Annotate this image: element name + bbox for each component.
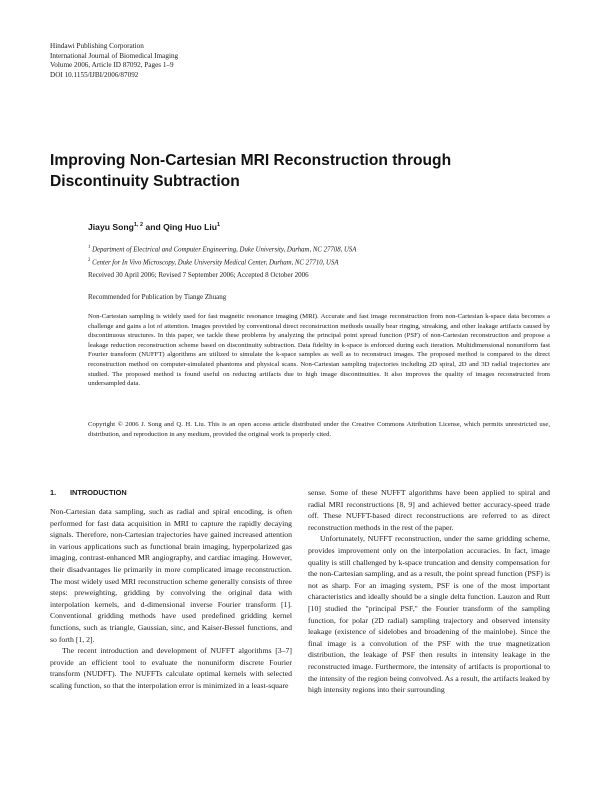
affiliation-2-mark: 2 bbox=[88, 257, 91, 263]
affiliation-1-text: Department of Electrical and Computer Engineering, Duke University, Durham, NC 27708, USA bbox=[90, 246, 357, 254]
abstract: Non-Cartesian sampling is widely used for fast magnetic resonance imaging (MRI). Accurate and fast image reconstruction from non-Cartesian k-space data becomes a challenge and gains a lot of attention. Images provided by conventional direct reconstruction methods usually bear ringing, streaking, and other leakage artifacts caused by discontinuous structures. In this paper, we tackle these problems by analyzing the principal point spread function (PSF) of non-Cartesian reconstruction and propose a leakage reduction reconstruction scheme based on discontinuity subtraction. Data fidelity in k-space is enforced during each iteration. Multidimensional nonuniform fast Fourier transform (NUFFT) algorithms are utilized to simulate the k-space samples as well as to reconstruct images. The proposed method is compared to the direct reconstruction method on computer-simulated phantoms and physical scans. Non-Cartesian sampling trajectories including 2D spiral, 2D and 3D radial trajectories are studied. The proposed method is found useful on reducing artifacts due to high image discontinuities. It also improves the quality of images reconstructed from undersampled data. bbox=[88, 313, 550, 388]
volume-line: Volume 2006, Article ID 87092, Pages 1–9 bbox=[50, 61, 174, 69]
affiliation-2-text: Center for In Vivo Microscopy, Duke University Medical Center, Durham, NC 27710, USA bbox=[90, 259, 339, 267]
intro-paragraph-2: The recent introduction and development of NUFFT algorithms [3–7] provide an efficient tool to evaluate the nonuniform discrete Fourier transform (NUDFT). The NUFFTs calculate optimal kernels with selected scaling function, so that the interpolation error is minimized in a least-square bbox=[50, 646, 292, 690]
author-2-affil-mark: 1 bbox=[217, 222, 221, 229]
left-column bbox=[50, 506, 292, 692]
journal-name: International Journal of Biomedical Imaging bbox=[50, 51, 179, 60]
author-conjunction: and bbox=[143, 222, 164, 232]
journal-header bbox=[50, 42, 178, 80]
section-number: 1. bbox=[50, 488, 57, 497]
right-column bbox=[308, 487, 550, 696]
author-1-name: Jiayu Song bbox=[88, 222, 134, 232]
received-dates: Received 30 April 2006; Revised 7 September 2006; Accepted 8 October 2006 bbox=[88, 271, 309, 279]
recommended-by: Recommended for Publication by Tiange Zhuang bbox=[88, 293, 227, 301]
author-2-name: Qing Huo Liu bbox=[163, 222, 218, 232]
copyright-notice: Copyright © 2006 J. Song and Q. H. Liu. This is an open access article distributed under the Creative Commons Attribution License, which permits unrestricted use, distribution, and reproduction in any medium, provided the original work is properly cited. bbox=[88, 421, 550, 438]
author-list bbox=[88, 222, 220, 232]
author-1-affil-mark: 1, 2 bbox=[133, 222, 144, 229]
doi-line: DOI 10.1155/IJBI/2006/87092 bbox=[50, 70, 139, 79]
affiliation-1 bbox=[88, 243, 356, 256]
paper-title: Improving Non-Cartesian MRI Reconstruction through Discontinuity Subtraction bbox=[50, 152, 452, 190]
affiliation-2 bbox=[88, 256, 356, 269]
intro-paragraph-3: sense. Some of these NUFFT algorithms have been applied to spiral and radial MRI reconstructions [8, 9] and achieved better accuracy-speed trade off. These NUFFT-based direct reconstructions are referred to as direct reconstruction methods in the rest of the paper. bbox=[308, 488, 550, 532]
section-heading bbox=[50, 488, 127, 497]
intro-paragraph-1: Non-Cartesian data sampling, such as radial and spiral encoding, is often performed for fast data acquisition in MRI to capture the rapidly decaying signals. Therefore, non-Cartesian trajectories have gained increased attention in various applications such as functional brain imaging, hyperpolarized gas imaging, contrast-enhanced MR angiography, and cardiac imaging. However, their disadvantages lie primarily in more complicated image reconstruction. The most widely used MRI reconstruction scheme generally consists of three steps: preweighting, gridding by convolving the original data with interpolation kernels, and d-dimensional inverse Fourier transform [1]. Conventional gridding methods have used predefined gridding kernel functions, such as triangle, Gaussian, sinc, and Kaiser-Bessel functions, and so forth [1, 2]. bbox=[50, 507, 292, 644]
intro-paragraph-4: Unfortunately, NUFFT reconstruction, under the same gridding scheme, provides improvement only on the interpolation accuracies. In fact, image quality is still challenged by k-space truncation and density compensation for the non-Cartesian sampling, and as a result, the point spread function (PSF) is not as sharp. For an imaging system, PSF is one of the most important characteristics and ideally should be a single delta function. Lauzon and Rutt [10] studied the "principal PSF," the Fourier transform of the sampling function, for polar (2D radial) sampling trajectory and observed intensity leakage (existence of sidelobes and broadening of the mainlobe). Since the final image is a convolution of the PSF with the true magnetization distribution, the leakage of PSF then results in intensity leakage in the reconstructed image. Furthermore, the intensity of artifacts is proportional to the intensity of the region being convolved. As a result, the artifacts leaked by high intensity regions into their surrounding bbox=[308, 534, 550, 695]
affiliation-1-mark: 1 bbox=[88, 245, 91, 250]
publisher-line: Hindawi Publishing Corporation bbox=[50, 42, 144, 50]
affiliations bbox=[88, 243, 356, 269]
section-title: INTRODUCTION bbox=[70, 488, 127, 497]
